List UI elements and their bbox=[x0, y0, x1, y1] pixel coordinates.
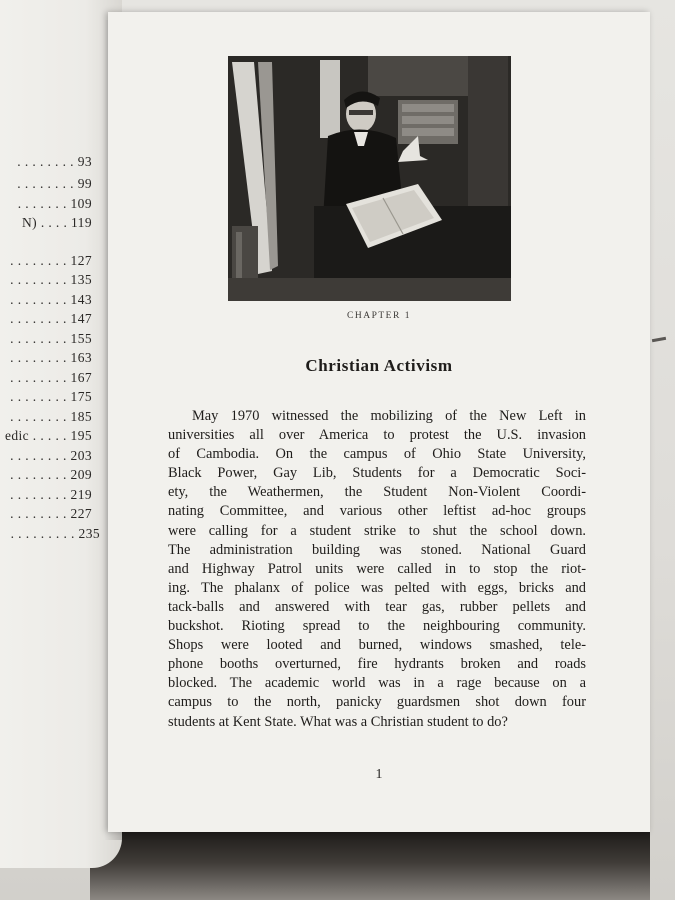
toc-entry: edic . . . . . 195 bbox=[4, 428, 92, 443]
body-line: blocked. The academic world was in a rage because on a bbox=[168, 675, 586, 692]
toc-entry: . . . . . . . . 93 bbox=[17, 154, 92, 169]
body-line: ing. The phalanx of police was pelted with eggs, bricks and bbox=[168, 579, 586, 596]
toc-entry: . . . . . . . . 155 bbox=[10, 331, 92, 346]
body-line: tack-balls and answered with tear gas, rubber pellets and bbox=[168, 598, 586, 615]
page-number: 1 bbox=[375, 767, 383, 782]
toc-entry: . . . . . . . . 147 bbox=[10, 311, 92, 326]
body-line: of Cambodia. On the campus of Ohio State University, bbox=[168, 446, 586, 463]
chapter-body-text bbox=[168, 407, 586, 732]
toc-entry: . . . . . . . . 203 bbox=[10, 448, 92, 463]
body-line: Shops were looted and burned, windows smashed, tele- bbox=[168, 637, 586, 654]
toc-entry: . . . . . . . . 209 bbox=[10, 467, 92, 482]
body-line: May 1970 witnessed the mobilizing of the New Left in bbox=[192, 408, 586, 424]
body-line: phone booths overturned, fire hydrants broken and roads bbox=[168, 656, 586, 673]
body-line: and Highway Patrol units were called in to stop the riot- bbox=[168, 560, 586, 577]
toc-entry: . . . . . . . . 185 bbox=[10, 409, 92, 424]
toc-entry: . . . . . . . . 135 bbox=[10, 272, 92, 287]
body-line: students at Kent State. What was a Christian student to do? bbox=[168, 713, 508, 730]
chapter-label: CHAPTER 1 bbox=[347, 311, 411, 321]
toc-entry: . . . . . . . . 143 bbox=[10, 292, 92, 307]
toc-entry: . . . . . . . . 167 bbox=[10, 370, 92, 385]
chapter-title: Christian Activism bbox=[305, 356, 453, 375]
body-line: Black Power, Gay Lib, Students for a Democratic Soci- bbox=[168, 465, 586, 482]
toc-entry: . . . . . . . . 99 bbox=[17, 176, 92, 191]
body-line: universities all over America to protest the U.S. invasion bbox=[168, 427, 586, 444]
left-page bbox=[0, 0, 122, 868]
toc-entry: . . . . . . . . 127 bbox=[10, 253, 92, 268]
body-line: were calling for a student strike to shut the school down. bbox=[168, 522, 586, 539]
book-shadow bbox=[90, 832, 650, 900]
toc-entry: . . . . . . . 109 bbox=[17, 196, 92, 211]
toc-entry: . . . . . . . . 227 bbox=[10, 506, 92, 521]
toc-entry: . . . . . . . . 175 bbox=[10, 389, 92, 404]
toc-entry: . . . . . . . . 219 bbox=[10, 487, 92, 502]
body-line: The administration building was stoned. National Guard bbox=[168, 541, 586, 558]
body-line: ety, the Weathermen, the Student Non-Violent Coordi- bbox=[168, 484, 586, 501]
toc-entry: N) . . . . 119 bbox=[22, 215, 92, 230]
toc-entry: . . . . . . . . . 235 bbox=[10, 526, 100, 541]
photo-man-reading-book-icon bbox=[228, 56, 511, 301]
body-line: nating Committee, and various other leftist ad-hoc groups bbox=[168, 503, 586, 520]
body-line: buckshot. Rioting spread to the neighbouring community. bbox=[168, 618, 586, 635]
toc-entry: . . . . . . . . 163 bbox=[10, 350, 92, 365]
chapter-photo bbox=[228, 56, 511, 301]
body-line: campus to the north, panicky guardsmen shot down four bbox=[168, 694, 586, 711]
